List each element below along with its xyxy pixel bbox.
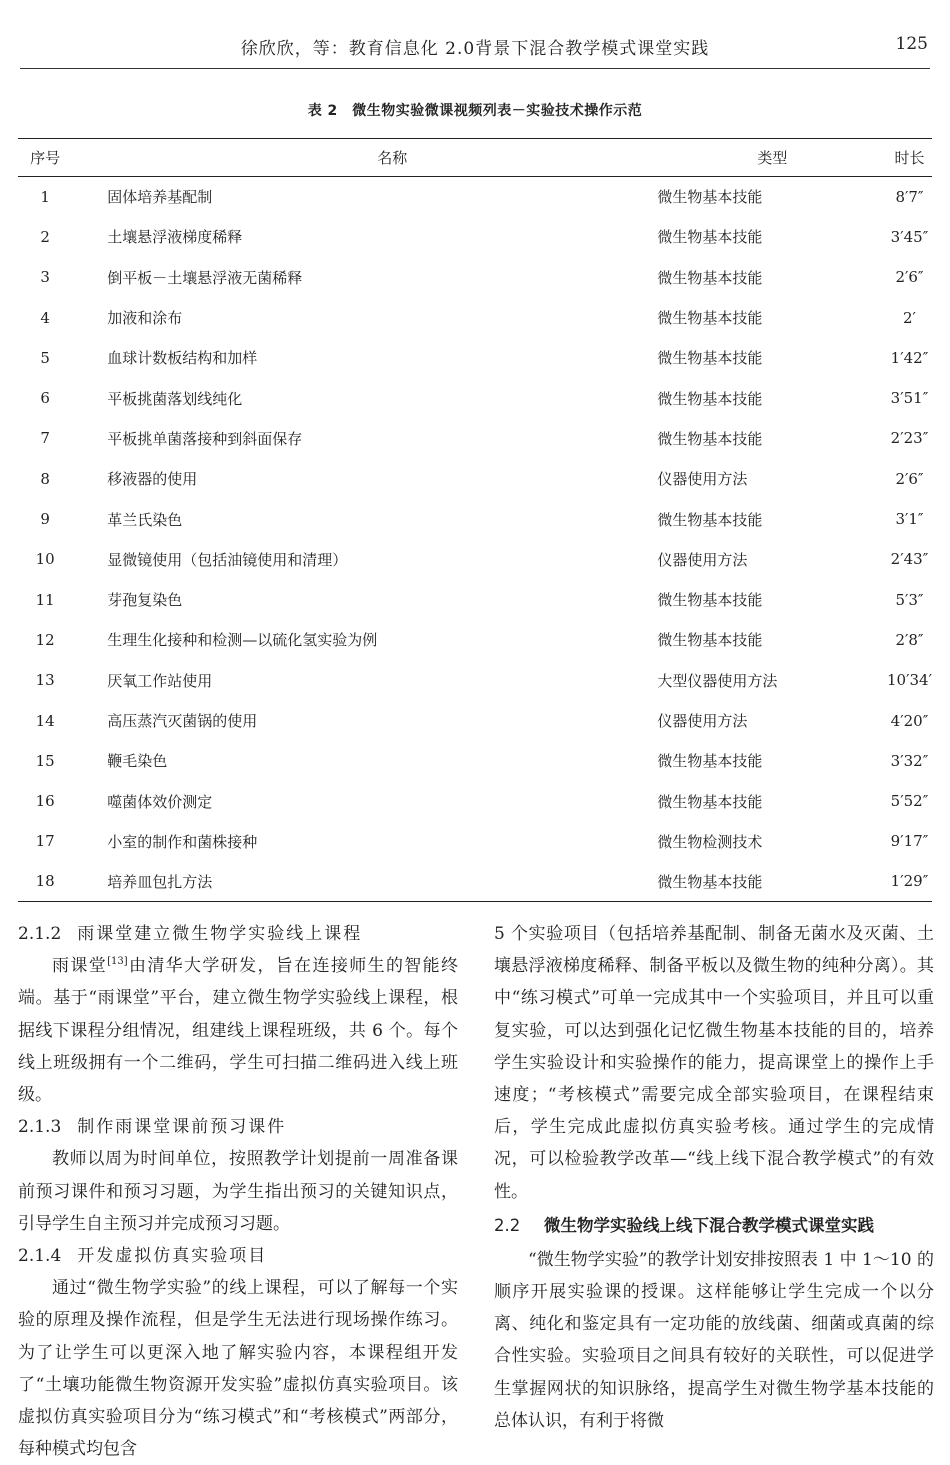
cell-duration: 5′52″: [890, 792, 929, 811]
cell-duration: 2′6″: [895, 268, 924, 287]
cell-no: 11: [35, 590, 55, 609]
table-row: [18, 338, 932, 378]
cell-type: 仪器使用方法: [657, 550, 748, 569]
table-row: [18, 418, 932, 458]
cell-no: 10: [35, 550, 55, 569]
paragraph-classroom-practice: “微生物学实验”的教学计划安排按照表 1 中 1～10 的顺序开展实验课的授课。这样能够让学生完成一个以分离、纯化和鉴定具有一定功能的放线菌、细菌或真菌的综合性实验。实验项目之间具有较好的关联性，可以促进学生掌握网状的知识脉络，提高学生对微生物学基本技能的总体认识，有利于将微: [494, 1249, 934, 1431]
cell-no: 15: [35, 751, 55, 770]
cell-type: 微生物基本技能: [657, 389, 763, 408]
cell-duration: 2′23″: [890, 429, 929, 448]
section-heading-2-1-4: [18, 1240, 458, 1272]
table-caption: 表 2 微生物实验微课视频列表－实验技术操作示范: [307, 103, 643, 119]
page-number: 125: [895, 34, 928, 54]
cell-name: 倒平板－土壤悬浮液无菌稀释: [107, 268, 303, 287]
table-row: [18, 539, 932, 579]
cell-duration: 3′45″: [890, 227, 929, 246]
column-header-type: 类型: [652, 139, 887, 177]
cell-no: 8: [40, 469, 50, 488]
cell-duration: 2′8″: [895, 630, 924, 649]
cell-no: 5: [40, 348, 50, 367]
table-row: [18, 499, 932, 539]
cell-type: 微生物基本技能: [657, 510, 763, 529]
cell-type: 微生物基本技能: [657, 228, 763, 247]
paragraph-rain-classroom: [18, 950, 458, 1111]
section-number: 2.2: [494, 1215, 521, 1235]
cell-name: 革兰氏染色: [107, 510, 183, 529]
cell-no: 17: [35, 832, 55, 851]
cell-duration: 9′17″: [890, 832, 929, 851]
video-list-table: [18, 138, 932, 902]
cell-name: 平板挑菌落划线纯化: [107, 389, 243, 408]
cell-no: 3: [40, 268, 50, 287]
cell-name: 加液和涂布: [107, 309, 183, 328]
cell-name: 固体培养基配制: [107, 188, 213, 207]
cell-no: 16: [35, 792, 55, 811]
table-row: [18, 781, 932, 821]
cell-name: 生理生化接种和检测—以硫化氢实验为例: [107, 631, 378, 650]
column-header-duration: 时长: [887, 139, 932, 177]
table-row: [18, 620, 932, 660]
section-number: 2.1.2: [18, 924, 62, 944]
cell-name: 移液器的使用: [107, 470, 198, 489]
table-row: [18, 378, 932, 418]
cell-duration: 4′20″: [890, 711, 929, 730]
table-row: [18, 257, 932, 297]
paragraph-virtual-simulation: 通过“微生物学实验”的线上课程，可以了解每一个实验的原理及操作流程，但是学生无法进行现场操作练习。为了让学生可以更深入地了解实验内容，本课程组开发了“土壤功能微生物资源开发实验”虚拟仿真实验项目。该虚拟仿真实验项目分为“练习模式”和“考核模式”两部分，每种模式均包含: [18, 1278, 458, 1460]
table-row: [18, 217, 932, 257]
cell-name: 土壤悬浮液梯度稀释: [107, 228, 243, 247]
section-title: 开发虚拟仿真实验项目: [77, 1246, 268, 1267]
section-heading-2-1-3: [18, 1111, 458, 1143]
paragraph-text: 由清华大学研发，旨在连接师生的智能终端。基于“雨课堂”平台，建立微生物学实验线上课程，根据线下课程分组情况，组建线上课程班级，共 6 个。每个线上班级拥有一个二维码，学生可扫描二维码进入线上班级。: [18, 956, 459, 1106]
table-header: [18, 139, 932, 177]
table-row: [18, 741, 932, 781]
table-row: [18, 862, 932, 902]
cell-name: 小室的制作和菌株接种: [107, 832, 258, 851]
paragraph-continuation: 5 个实验项目（包括培养基配制、制备无菌水及灭菌、土壤悬浮液梯度稀释、制备平板以及微生物的纯种分离）。其中“练习模式”可单一完成其中一个实验项目，并且可以重复实验，可以达到强化记忆微生物基本技能的目的，培养学生实验设计和实验操作的能力，提高课堂上的操作上手速度；“考核模式”需要完成全部实验项目，在课程结束后，学生完成此虚拟仿真实验考核。通过学生的完成情况，可以检验教学改革—“线上线下混合教学模式”的有效性。: [494, 924, 934, 1202]
table-row: [18, 579, 932, 619]
cell-type: 仪器使用方法: [657, 712, 748, 730]
cell-name: 培养皿包扎方法: [72, 862, 652, 902]
cell-duration: 1′29″: [887, 862, 932, 902]
section-heading-2-1-2: [18, 918, 458, 950]
cell-type: 微生物基本技能: [657, 188, 763, 207]
cell-type: 微生物基本技能: [657, 752, 763, 771]
table-row: [18, 700, 932, 740]
cell-name: 血球计数板结构和加样: [107, 349, 258, 368]
cell-no: 12: [35, 630, 55, 649]
section-title: 微生物学实验线上线下混合教学模式课堂实践: [544, 1215, 874, 1235]
cell-type: 微生物基本技能: [657, 309, 763, 328]
cell-duration: 1′42″: [890, 348, 929, 367]
cell-duration: 2′43″: [890, 550, 929, 569]
cell-type: 仪器使用方法: [657, 470, 748, 489]
cell-no: 7: [40, 429, 50, 448]
cell-duration: 2′6″: [895, 469, 924, 488]
cell-type: 微生物基本技能: [657, 349, 763, 368]
cell-name: 噬菌体效价测定: [107, 792, 213, 811]
cell-no: 6: [40, 389, 50, 408]
section-heading-2-2: [494, 1210, 934, 1242]
table-row: [18, 177, 932, 217]
cell-type: 微生物检测技术: [657, 832, 763, 851]
cell-name: 平板挑单菌落接种到斜面保存: [107, 429, 303, 448]
column-header-name: 名称: [72, 139, 652, 177]
cell-type: 微生物基本技能: [657, 591, 763, 610]
cell-type: 微生物基本技能: [657, 268, 763, 287]
table-row: [18, 459, 932, 499]
cell-type: 大型仪器使用方法: [657, 671, 778, 690]
cell-no: 14: [35, 711, 55, 730]
cell-duration: 2′: [903, 308, 916, 327]
column-header-no: 序号: [18, 139, 72, 177]
cell-no: 4: [40, 308, 50, 327]
cell-no: 13: [35, 671, 55, 690]
cell-name: 厌氧工作站使用: [107, 671, 213, 690]
running-header: [20, 28, 930, 69]
right-column: [494, 918, 934, 1437]
cell-no: 9: [40, 510, 50, 529]
cell-type: 微生物基本技能: [657, 429, 763, 448]
section-number: 2.1.4: [18, 1246, 62, 1267]
table-body: [18, 177, 932, 902]
cell-duration: 3′51″: [890, 389, 929, 408]
paragraph-text: 雨课堂: [52, 956, 108, 977]
cell-duration: 10′34′: [887, 671, 932, 690]
running-title: 徐欣欣，等：教育信息化 2.0背景下混合教学模式课堂实践: [240, 39, 710, 59]
cell-no: 2: [40, 227, 50, 246]
cell-duration: 3′1″: [895, 510, 924, 529]
citation-ref: [13]: [107, 956, 128, 968]
table-row: [18, 660, 932, 700]
section-title: 雨课堂建立微生物学实验线上课程: [77, 924, 363, 944]
cell-duration: 5′3″: [895, 590, 924, 609]
cell-no: 1: [40, 187, 50, 206]
cell-name: 显微镜使用（包括油镜使用和清理）: [107, 550, 348, 569]
cell-duration: 8′7″: [895, 187, 924, 206]
paragraph-preview-courseware: 教师以周为时间单位，按照教学计划提前一周准备课前预习课件和预习习题，为学生指出预习的关键知识点，引导学生自主预习并完成预习习题。: [18, 1149, 458, 1234]
cell-name: 鞭毛染色: [107, 752, 168, 771]
cell-duration: 3′32″: [890, 751, 929, 770]
table-row: [18, 821, 932, 861]
cell-type: 微生物基本技能: [657, 792, 763, 811]
section-title: 制作雨课堂课前预习课件: [77, 1117, 287, 1138]
left-column: [18, 918, 458, 1465]
cell-type: 微生物基本技能: [652, 862, 887, 902]
cell-no: 18: [18, 862, 72, 902]
table-row: [18, 297, 932, 337]
cell-type: 微生物基本技能: [657, 631, 763, 650]
cell-name: 高压蒸汽灭菌锅的使用: [107, 712, 258, 730]
section-number: 2.1.3: [18, 1117, 62, 1138]
cell-name: 芽孢复染色: [107, 591, 183, 610]
